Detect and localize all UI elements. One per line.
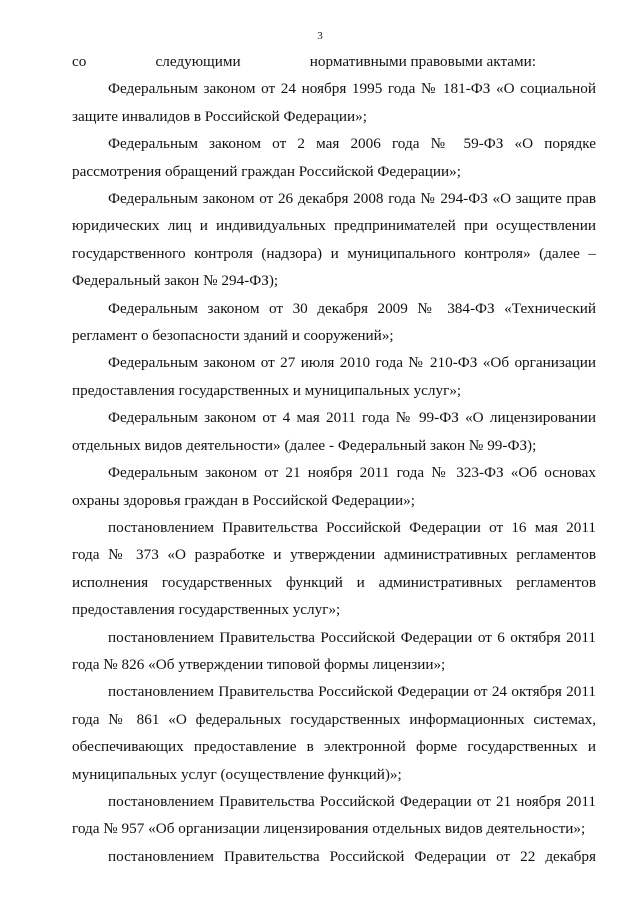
paragraph-law-59: Федеральным законом от 2 мая 2006 года № 59-ФЗ «О порядке рассмотрения обращений граждан Российской Федерации»;	[72, 135, 596, 180]
paragraph-law-181: Федеральным законом от 24 ноября 1995 года № 181-ФЗ «О социальной защите инвалидов в Российской Федерации»;	[72, 80, 596, 125]
paragraph-decree-826: постановлением Правительства Российской Федерации от 6 октября 2011 года № 826 «Об утверждении типовой формы лицензии»;	[72, 628, 596, 673]
paragraph-decree-partial	[72, 843, 596, 870]
paragraph-decree-957: постановлением Правительства Российской Федерации от 21 ноября 2011 года № 957 «Об организации лицензирования отдельных видов деятельности»;	[72, 792, 596, 838]
intro-word-2: следующими	[155, 53, 241, 70]
page-number: 3	[317, 30, 323, 42]
paragraph-decree-373: постановлением Правительства Российской Федерации от 16 мая 2011 года № 373 «О разработке и утверждении административных регламентов исполнения государственных функций и административных регламентов предоставления государственных услуг»;	[72, 518, 596, 619]
paragraph-law-384: Федеральным законом от 30 декабря 2009 № 384-ФЗ «Технический регламент о безопасности зданий и сооружений»;	[72, 299, 596, 345]
paragraph-law-99: Федеральным законом от 4 мая 2011 года № 99-ФЗ «О лицензировании отдельных видов деятельности» (далее - Федеральный закон № 99-ФЗ);	[72, 409, 596, 454]
document-body	[72, 48, 596, 870]
intro-word-1: со	[72, 53, 87, 70]
last-line-text: постановлением Правительства Российской Федерации от 22 декабря	[108, 847, 596, 865]
paragraph-decree-861: постановлением Правительства Российской Федерации от 24 октября 2011 года № 861 «О федеральных государственных информационных системах, обеспечивающих предоставление в электронной форме государственных и муниципальных услуг (осуществление функций)»;	[72, 683, 596, 783]
paragraph-law-210: Федеральным законом от 27 июля 2010 года № 210-ФЗ «Об организации предоставления государственных и муниципальных услуг»;	[72, 354, 596, 399]
intro-line	[72, 48, 596, 75]
intro-word-3: нормативными правовыми актами:	[309, 53, 536, 70]
paragraph-law-294: Федеральным законом от 26 декабря 2008 года № 294-ФЗ «О защите прав юридических лиц и индивидуальных предпринимателей при осуществлении государственного контроля (надзора) и муниципального контроля» (далее – Федеральный закон № 294-ФЗ);	[72, 190, 596, 290]
paragraph-law-323: Федеральным законом от 21 ноября 2011 года № 323-ФЗ «Об основах охраны здоровья граждан в Российской Федерации»;	[72, 464, 596, 509]
